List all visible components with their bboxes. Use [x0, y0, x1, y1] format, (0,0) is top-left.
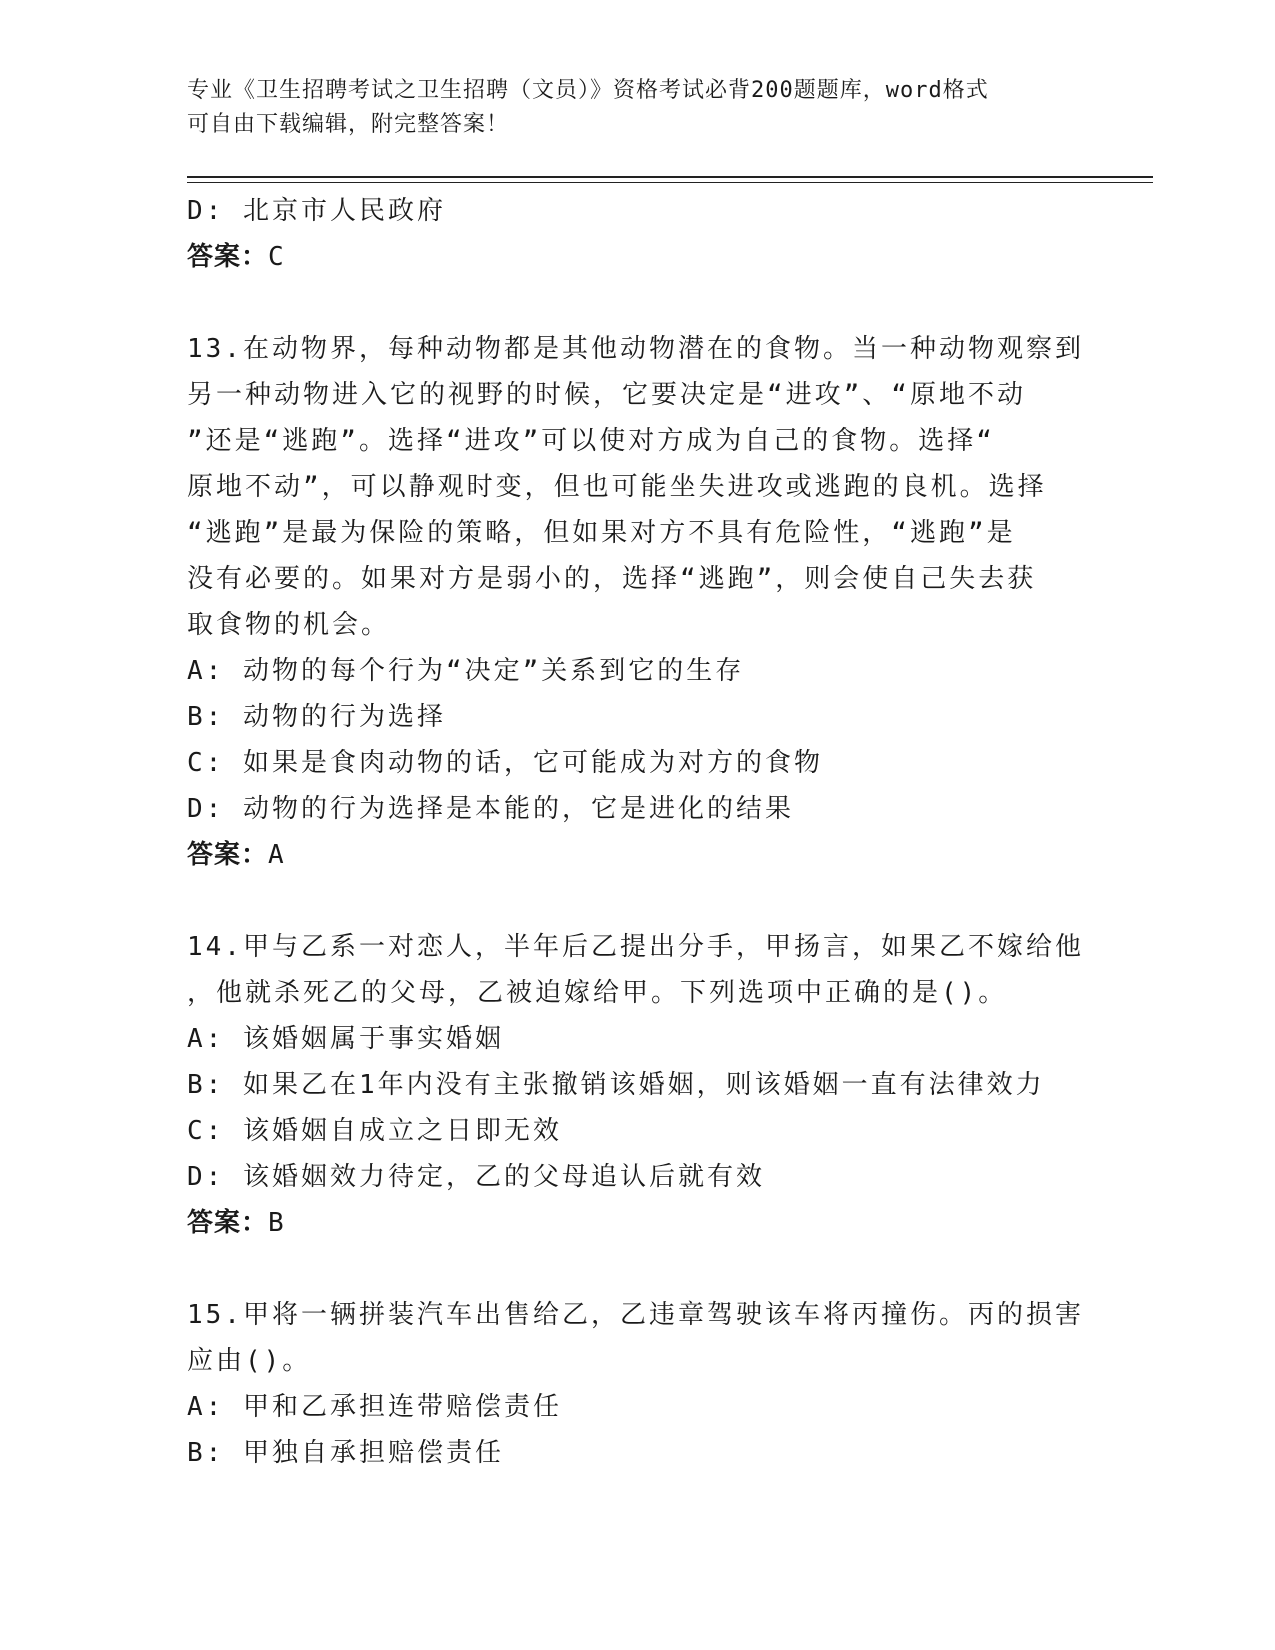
q13-option-d: D: 动物的行为选择是本能的，它是进化的结果: [187, 794, 794, 824]
q13-stem-line: 13.在动物界，每种动物都是其他动物潜在的食物。当一种动物观察到: [187, 334, 1084, 364]
q14-stem: [187, 924, 1087, 1016]
spacer: [187, 1246, 1087, 1292]
q13-option-a: A: 动物的每个行为“决定”关系到它的生存: [187, 656, 745, 686]
q13-stem-line: 没有必要的。如果对方是弱小的，选择“逃跑”，则会使自己失去获: [187, 564, 1037, 594]
q14-answer: [187, 1200, 1087, 1246]
q15-option-a: A: 甲和乙承担连带赔偿责任: [187, 1392, 562, 1422]
spacer: [187, 280, 1087, 326]
q12-option-d: D: 北京市人民政府: [187, 196, 446, 226]
q14-option-d: D: 该婚姻效力待定，乙的父母追认后就有效: [187, 1162, 765, 1192]
answer-label: 答案：: [187, 242, 269, 272]
answer-value: C: [268, 242, 285, 272]
header-rule-thick: [187, 176, 1153, 178]
q13-option-c: C: 如果是食肉动物的话，它可能成为对方的食物: [187, 748, 823, 778]
q13-option-b: B: 动物的行为选择: [187, 702, 446, 732]
q12-answer: [187, 234, 1087, 280]
q13-stem-line: 另一种动物进入它的视野的时候，它要决定是“进攻”、“原地不动: [187, 380, 1026, 410]
document-header: [187, 74, 1087, 142]
q14-stem-line: ，他就杀死乙的父母，乙被迫嫁给甲。下列选项中正确的是()。: [187, 978, 1008, 1008]
question-content: [187, 188, 1087, 1476]
q13-stem-line: 取食物的机会。: [187, 610, 391, 640]
answer-label: 答案：: [187, 1208, 269, 1238]
answer-value: A: [268, 840, 285, 870]
answer-value: B: [268, 1208, 285, 1238]
q13-answer: [187, 832, 1087, 878]
header-line-1: 专业《卫生招聘考试之卫生招聘（文员）》资格考试必背200题题库，word格式: [187, 78, 989, 103]
q13-stem-line: “逃跑”是最为保险的策略，但如果对方不具有危险性，“逃跑”是: [187, 518, 1016, 548]
header-rule-thin: [187, 182, 1153, 183]
q14-stem-line: 14.甲与乙系一对恋人，半年后乙提出分手，甲扬言，如果乙不嫁给他: [187, 932, 1084, 962]
q15-option-b: B: 甲独自承担赔偿责任: [187, 1438, 504, 1468]
q15-stem-line: 应由()。: [187, 1346, 312, 1376]
q15-stem-line: 15.甲将一辆拼装汽车出售给乙，乙违章驾驶该车将丙撞伤。丙的损害: [187, 1300, 1084, 1330]
header-line-2: 可自由下载编辑，附完整答案！: [187, 112, 510, 137]
q14-option-c: C: 该婚姻自成立之日即无效: [187, 1116, 562, 1146]
q14-option-a: A: 该婚姻属于事实婚姻: [187, 1024, 504, 1054]
q13-stem-line: 原地不动”，可以静观时变，但也可能坐失进攻或逃跑的良机。选择: [187, 472, 1047, 502]
answer-label: 答案：: [187, 840, 269, 870]
q13-stem-line: ”还是“逃跑”。选择“进攻”可以使对方成为自己的食物。选择“: [187, 426, 995, 456]
spacer: [187, 878, 1087, 924]
q14-option-b: B: 如果乙在1年内没有主张撤销该婚姻，则该婚姻一直有法律效力: [187, 1070, 1045, 1100]
q15-stem: [187, 1292, 1087, 1384]
q13-stem: [187, 326, 1087, 648]
